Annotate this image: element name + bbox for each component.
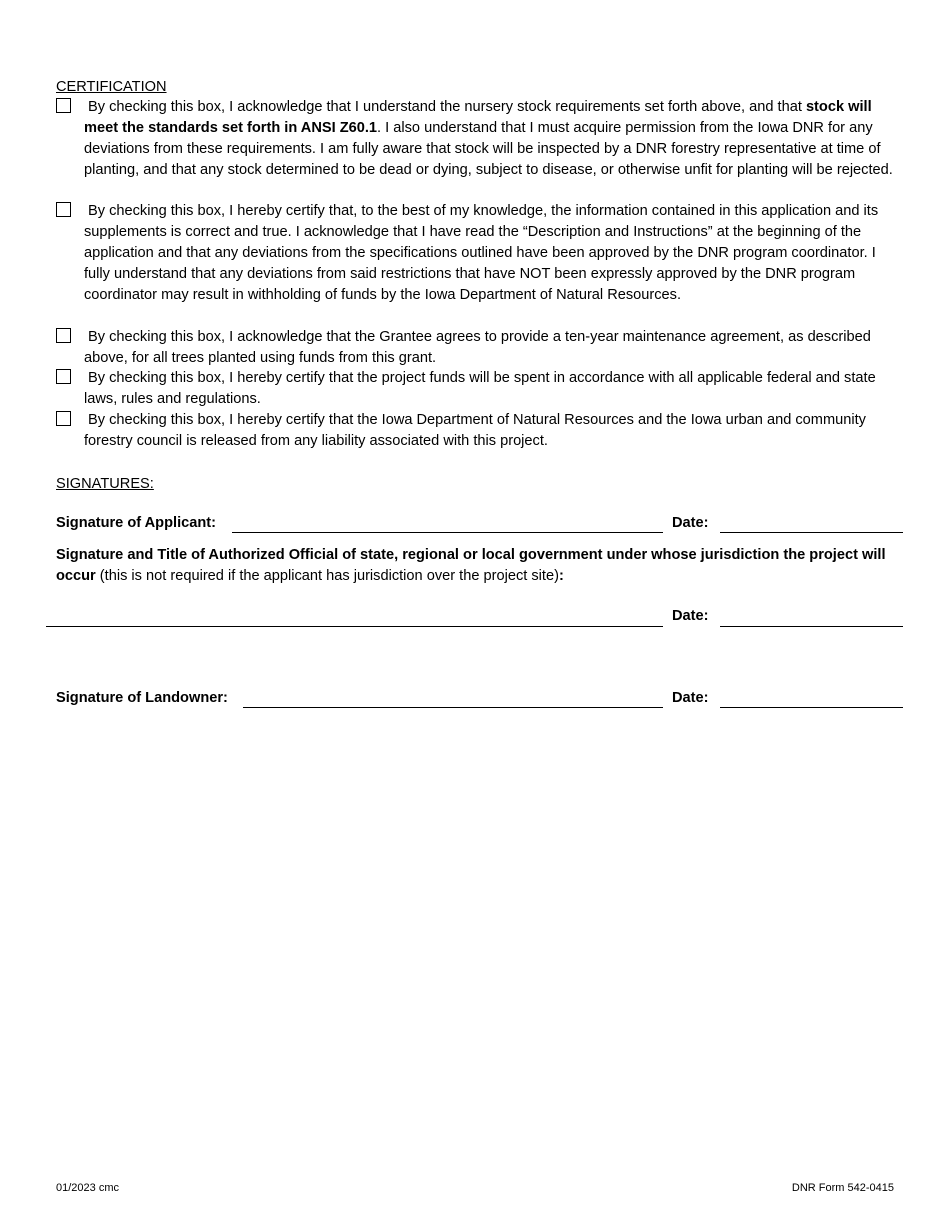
official-date-field[interactable] — [720, 626, 903, 627]
certification-text-funds: By checking this box, I hereby certify that the project funds will be spent in accordance with all applicable federal and state laws, rules and regulations. — [84, 370, 876, 407]
certification-item-funds — [56, 368, 896, 410]
certification-heading: CERTIFICATION — [56, 79, 167, 95]
official-signature-field[interactable] — [46, 626, 663, 627]
certification-item-accuracy — [56, 201, 896, 306]
landowner-signature-label: Signature of Landowner: — [56, 690, 228, 706]
applicant-signature-field[interactable] — [232, 532, 663, 533]
certification-checkbox-maintenance[interactable] — [56, 328, 71, 343]
certification-text-maintenance: By checking this box, I acknowledge that the Grantee agrees to provide a ten-year maintenance agreement, as described above, for all trees planted using funds from this grant. — [84, 329, 871, 366]
certification-item-liability — [56, 410, 896, 452]
landowner-date-label: Date: — [672, 690, 709, 706]
certification-checkbox-liability[interactable] — [56, 411, 71, 426]
certification-checkbox-nursery-stock[interactable] — [56, 98, 71, 113]
certification-checkbox-accuracy[interactable] — [56, 202, 71, 217]
signatures-heading: SIGNATURES: — [56, 476, 154, 492]
applicant-date-field[interactable] — [720, 532, 903, 533]
certification-text-accuracy: By checking this box, I hereby certify that, to the best of my knowledge, the information contained in this application and its supplements is correct and true. I acknowledge that I have read the “Description and Instructions” at the beginning of the application and that any deviations from the specifications outlined have been approved by the DNR program coordinator. I fully understand that any deviations from said restrictions that have NOT been expressly approved by the DNR program coordinator may result in withholding of funds by the Iowa Department of Natural Resources. — [84, 203, 879, 303]
certification-text-nursery-stock: By checking this box, I acknowledge that I understand the nursery stock requirements set forth above, and that stock will meet the standards set forth in ANSI Z60.1. I also understand that I must acquire permission from the Iowa DNR for any deviations from these requirements. I am fully aware that stock will be inspected by a DNR forestry representative at time of planting, and that any stock determined to be dead or dying, subject to disease, or otherwise unfit for planting will be rejected. — [84, 99, 893, 178]
applicant-date-label: Date: — [672, 515, 709, 531]
certification-item-nursery-stock — [56, 97, 896, 181]
footer-revision-date: 01/2023 cmc — [56, 1182, 119, 1194]
landowner-signature-field[interactable] — [243, 707, 663, 708]
official-date-label: Date: — [672, 608, 709, 624]
applicant-signature-label: Signature of Applicant: — [56, 515, 216, 531]
certification-text-liability: By checking this box, I hereby certify that the Iowa Department of Natural Resources and the Iowa urban and community forestry council is released from any liability associated with this project. — [84, 412, 866, 449]
certification-item-maintenance — [56, 327, 896, 369]
certification-checkbox-funds[interactable] — [56, 369, 71, 384]
landowner-date-field[interactable] — [720, 707, 903, 708]
footer-form-number: DNR Form 542-0415 — [791, 1182, 894, 1194]
official-signature-instructions: Signature and Title of Authorized Official of state, regional or local government under whose jurisdiction the project will occur (this is not required if the applicant has jurisdiction over the project site): — [56, 547, 886, 584]
